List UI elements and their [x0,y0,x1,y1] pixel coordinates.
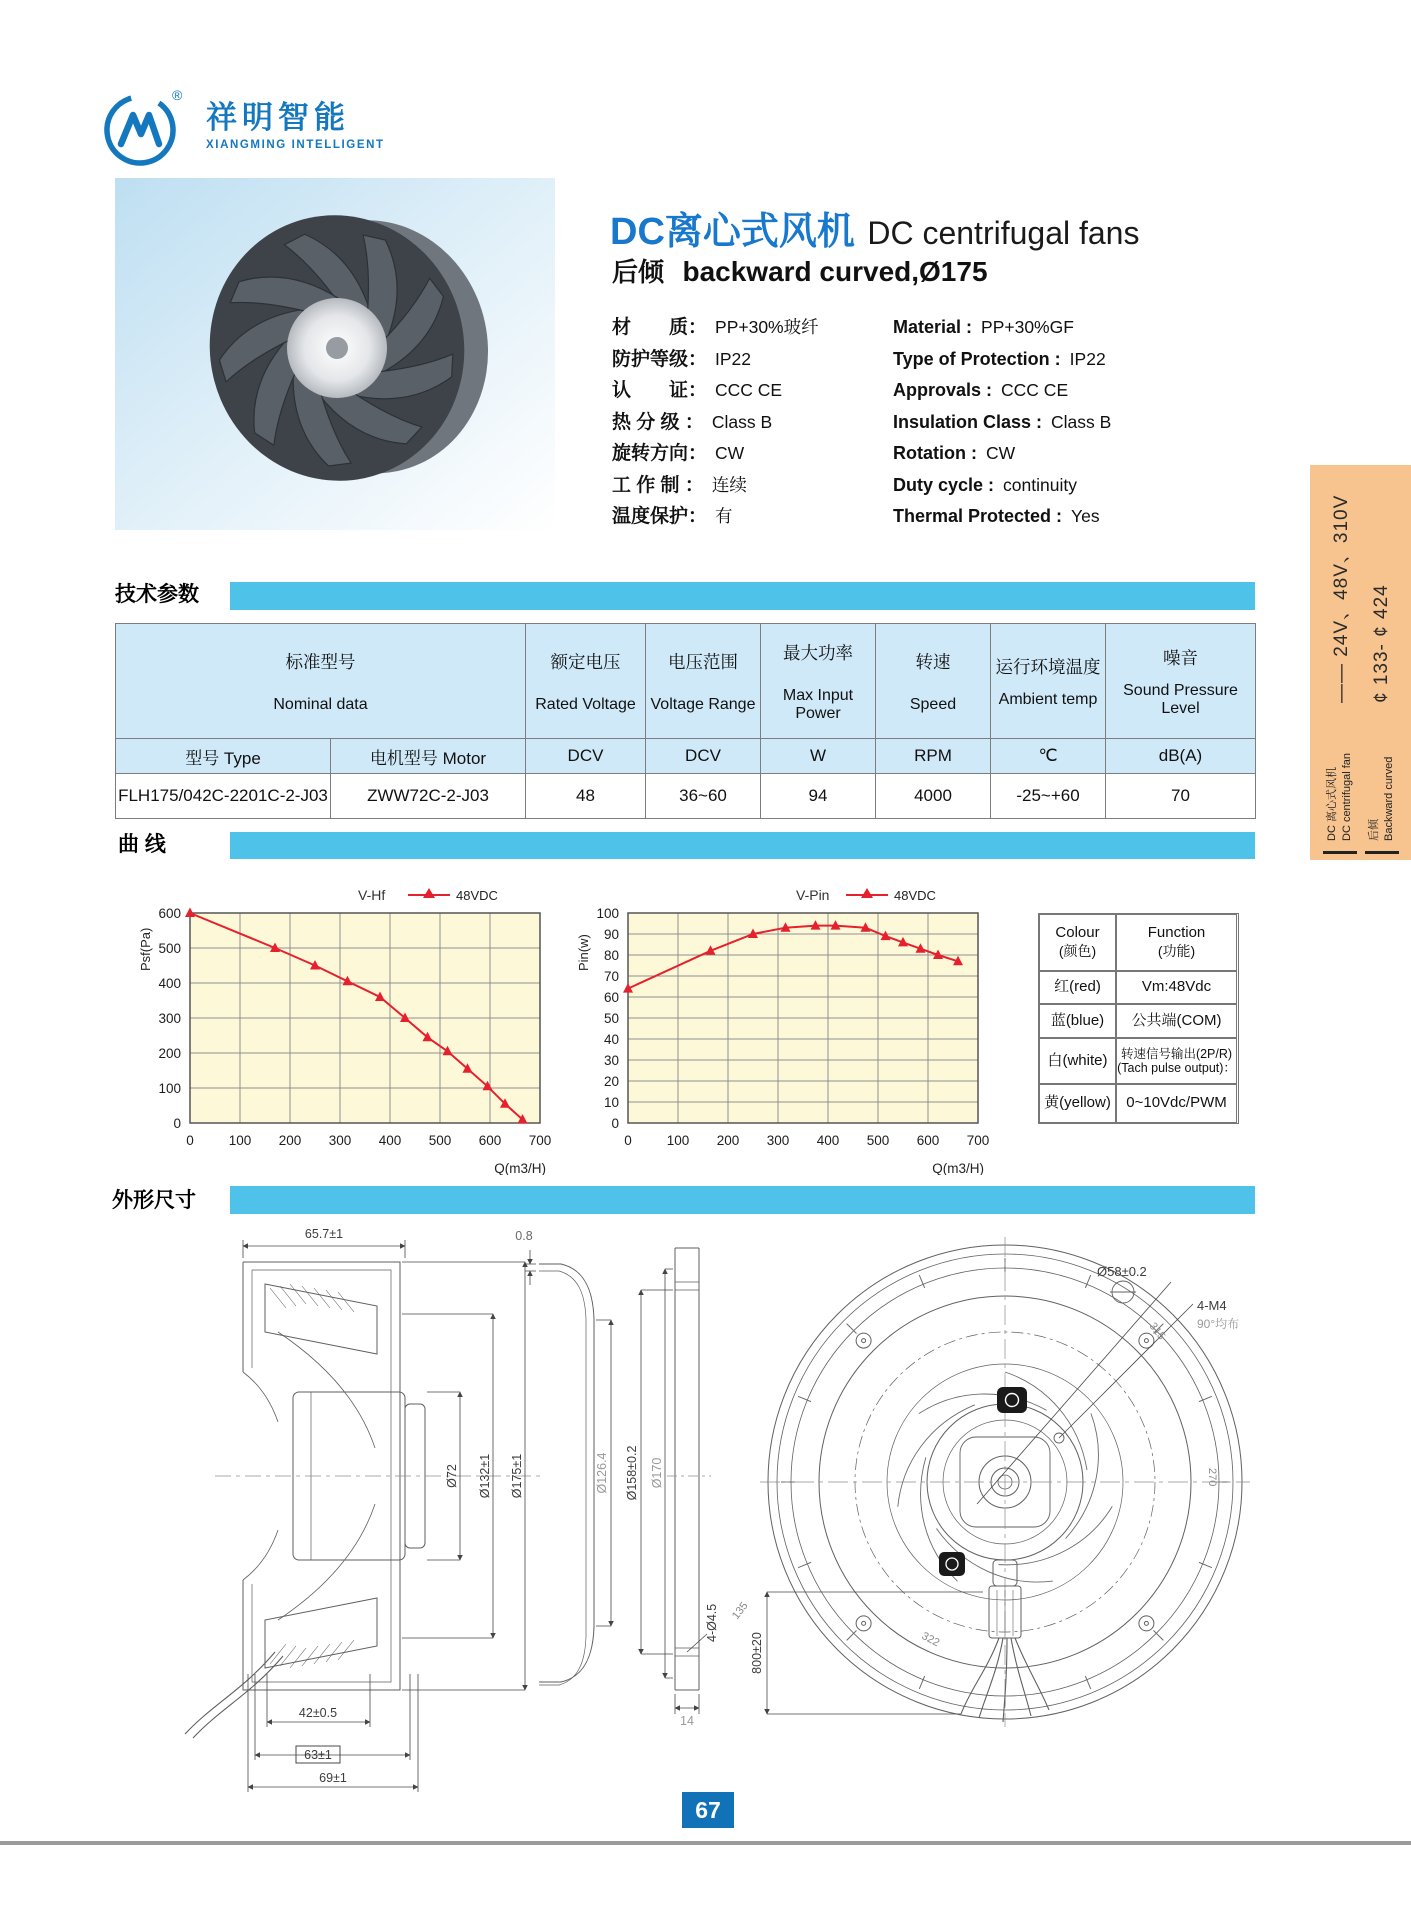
svg-text:400: 400 [158,976,181,991]
spec-value-zh: Class B [711,411,773,432]
svg-text:0: 0 [173,1116,181,1131]
section-title-dimensions: 外形尺寸 [112,1189,196,1212]
wire-row-yellow-colour: 黄(yellow) [1039,1084,1116,1123]
col-header-max-power [761,624,876,739]
drawing-side-view [185,1262,545,1738]
spec-value-en: IP22 [1069,348,1106,369]
wire-row-blue-colour: 蓝(blue) [1039,1004,1116,1038]
header-zh: 噪音 [1163,647,1198,668]
header-en: Ambient temp [998,690,1098,708]
subtitle-zh: 后倾 [612,257,665,287]
dim-flange-depth: 14 [680,1714,694,1728]
dim-42: 42±0.5 [298,1706,338,1720]
header-en: Max Input Power [782,686,854,722]
unit-w: W [761,739,876,774]
tech-params-table [115,623,1256,819]
header-en: Voltage Range [650,695,756,713]
angle-270: 270 [1206,1468,1218,1487]
spec-label-zh: 温度保护： [612,506,708,527]
dim-screws-note: 90°均布 [1197,1317,1240,1331]
wire-row-yellow-function: 0~10Vdc/PWM [1116,1084,1237,1123]
dim-69: 69±1 [319,1771,347,1785]
svg-text:V-Pin: V-Pin [796,887,830,903]
spec-value-en: Class B [1051,411,1112,432]
logo-mark-icon [100,80,192,172]
tab-divider-bar [1323,851,1357,854]
spec-value-zh: CW [715,443,745,463]
spec-label-en: Duty cycle : [893,474,995,495]
svg-text:50: 50 [603,1011,619,1026]
drawing-front-dim-labels [730,1264,1239,1674]
dim-bolt-circle-dia: Ø158±0.2 [625,1445,639,1501]
svg-text:300: 300 [328,1133,352,1148]
spec-label-en: Material : [893,317,973,337]
dim-outer-dia: Ø170 [650,1457,664,1489]
tab-label-en: Backward curved [1382,756,1395,841]
tab-value-sizes: ¢ 133- ¢ 424 [1370,584,1392,703]
wire-header-colour: Colour (颜色) [1039,914,1116,971]
header-zh: 标准型号 [285,651,356,672]
logo-text-en: XIANGMING INTELLIGENT [206,139,385,152]
unit-rpm: RPM [876,739,991,774]
svg-text:100: 100 [596,906,619,921]
wire-row-blue-function: 公共端(COM) [1116,1004,1237,1038]
header-zh: 额定电压 [550,651,621,672]
product-title [610,200,1139,255]
svg-text:90: 90 [603,927,619,942]
svg-text:600: 600 [478,1133,502,1148]
section-bar [230,1186,1255,1214]
spec-row-material [612,312,1272,344]
product-subtitle [612,252,988,289]
cell-voltage-range: 36~60 [646,774,761,819]
cell-speed: 4000 [876,774,991,819]
spec-row-insulation [612,407,1272,439]
wire-row-red-function: Vm:48Vdc [1116,971,1237,1004]
header-en: Speed [909,695,957,713]
spec-value-zh: 连续 [711,474,747,495]
spec-value-zh: 有 [715,506,733,526]
drawing-front-dim-lines [767,1282,1193,1714]
svg-text:300: 300 [766,1133,790,1148]
unit-dba: dB(A) [1106,739,1256,774]
spec-label-en: Insulation Class : [893,411,1043,432]
svg-text:100: 100 [666,1133,690,1148]
spec-value-zh: PP+30%玻纤 [715,317,819,337]
dim-holes: 4-Ø4.5 [705,1603,719,1642]
curve-chart-v-pin [573,883,1013,1175]
cell-rated-voltage: 48 [526,774,646,819]
header-en: Rated Voltage [535,695,636,713]
edge-index-tab [1310,465,1411,860]
svg-text:600: 600 [916,1133,940,1148]
wire-colour-table [1038,913,1239,1124]
svg-text:80: 80 [603,948,619,963]
svg-text:30: 30 [603,1053,619,1068]
dim-hub-dia: Ø58±0.2 [1097,1264,1147,1279]
tab-label-en: DC centrifugal fan [1340,752,1353,841]
drawing-ring-dim-lines [525,1250,707,1714]
section-bar [230,582,1255,610]
dim-wire-length: 800±20 [750,1632,764,1674]
header-zh: 最大功率 [783,642,853,663]
section-title-curves: 曲 线 [118,833,166,856]
svg-text:700: 700 [528,1133,552,1148]
title-zh: DC离心式风机 [610,211,855,253]
svg-text:100: 100 [228,1133,252,1148]
cell-max-power: 94 [761,774,876,819]
angle-322: 322 [919,1630,942,1650]
svg-text:40: 40 [603,1032,619,1047]
svg-text:100: 100 [158,1081,181,1096]
spec-label-zh: 旋转方向： [612,443,708,464]
svg-text:0: 0 [624,1133,632,1148]
spec-value-zh: IP22 [715,348,752,369]
subtitle-en: backward curved,Ø175 [682,256,988,287]
edge-tab-row-voltage [1323,465,1357,854]
unit-celsius: ℃ [991,739,1106,774]
svg-text:Pin(w): Pin(w) [576,934,591,971]
svg-text:0: 0 [186,1133,194,1148]
cell-ambient: -25~+60 [991,774,1106,819]
col-header-noise [1106,624,1256,739]
tab-value-voltages: —— 24V、48V、310V [1331,494,1352,703]
spec-value-zh: CCC CE [715,380,783,400]
spec-value-en: CW [985,443,1016,463]
spec-row-rotation [612,438,1272,470]
angle-315: 315 [1146,1320,1168,1343]
subheader-type: 型号 Type [116,739,331,774]
spec-row-approvals [612,375,1272,407]
col-header-rated-voltage [526,624,646,739]
dim-63: 63±1 [304,1748,332,1762]
dim-motor-dia: Ø72 [445,1464,459,1488]
spec-label-zh: 材 质： [612,317,708,338]
unit-dcv: DCV [526,739,646,774]
svg-text:500: 500 [158,941,181,956]
svg-text:400: 400 [816,1133,840,1148]
spec-label-zh: 防护等级： [612,348,708,370]
spec-list [612,312,1272,533]
svg-text:700: 700 [966,1133,990,1148]
spec-label-en: Approvals : [893,380,993,400]
tab-label-zh: 后倾 [1368,819,1381,841]
drawing-front-view [760,1237,1250,1727]
brand-logo [100,80,385,172]
svg-text:400: 400 [378,1133,402,1148]
dimension-drawings [115,1222,1265,1800]
svg-text:10: 10 [603,1095,619,1110]
section-bar [230,832,1255,859]
svg-text:500: 500 [866,1133,890,1148]
wire-row-white-colour: 白(white) [1039,1038,1116,1084]
spec-label-zh: 认 证： [612,380,708,401]
logo-wordmark [206,101,385,151]
col-header-voltage-range [646,624,761,739]
spec-value-en: continuity [1003,474,1077,495]
tab-divider-bar [1365,851,1399,854]
svg-text:48VDC: 48VDC [456,888,498,903]
svg-text:300: 300 [158,1011,181,1026]
cell-noise: 70 [1106,774,1256,819]
spec-row-thermal [612,501,1272,533]
header-en: Nominal data [273,695,368,713]
logo-text-zh: 祥明智能 [206,99,350,135]
spec-row-protection [612,344,1272,376]
svg-text:20: 20 [603,1074,619,1089]
unit-dcv: DCV [646,739,761,774]
svg-text:0: 0 [611,1116,619,1131]
spec-value-en: CCC CE [1001,380,1069,400]
curve-chart-v-hf [135,883,575,1175]
header-zh: 转速 [915,651,951,672]
svg-text:Q(m3/H): Q(m3/H) [494,1161,546,1175]
angle-135: 135 [729,1599,751,1622]
dim-depth: 65.7±1 [304,1227,344,1241]
spec-label-zh: 工 作 制 ： [612,474,704,496]
spec-label-en: Thermal Protected : [893,506,1063,526]
dim-mid-dia: Ø132±1 [478,1453,492,1499]
svg-text:600: 600 [158,906,181,921]
product-photo [115,178,555,530]
wire-header-function: Function (功能) [1116,914,1237,971]
svg-text:V-Hf: V-Hf [358,887,386,903]
dim-inner-dia: Ø126.4 [595,1452,609,1494]
spec-label-zh: 热 分 级 ： [612,411,704,433]
drawing-ring-dim-labels [515,1229,719,1728]
header-en: Sound Pressure Level [1123,681,1238,717]
table-row [116,774,1256,819]
col-header-speed [876,624,991,739]
wire-row-white-function: 转速信号输出(2P/R) (Tach pulse output)： [1116,1038,1237,1084]
cell-motor: ZWW72C-2-J03 [331,774,526,819]
svg-text:Q(m3/H): Q(m3/H) [932,1161,984,1175]
svg-text:60: 60 [603,990,619,1005]
footer-rule [0,1841,1411,1845]
spec-value-en: Yes [1071,506,1100,526]
spec-label-en: Rotation : [893,443,977,463]
col-header-nominal [116,624,526,739]
spec-row-duty [612,470,1272,502]
cell-type: FLH175/042C-2201C-2-J03 [116,774,331,819]
svg-text:Psf(Pa): Psf(Pa) [138,927,153,971]
drawing-side-dim-labels [299,1227,524,1785]
svg-text:200: 200 [716,1133,740,1148]
svg-text:200: 200 [278,1133,302,1148]
page-number-badge: 67 [682,1792,734,1828]
drawing-side-dim-lines [243,1240,525,1792]
tab-label-zh: DC 离心式风机 [1326,767,1339,841]
dim-outer-dia: Ø175±1 [510,1453,524,1499]
header-zh: 电压范围 [668,651,738,672]
subheader-motor: 电机型号 Motor [331,739,526,774]
svg-text:48VDC: 48VDC [894,888,936,903]
edge-tab-row-size [1365,465,1399,854]
svg-text:500: 500 [428,1133,452,1148]
spec-value-en: PP+30%GF [981,317,1074,337]
col-header-ambient [991,624,1106,739]
title-en: DC centrifugal fans [867,215,1140,251]
spec-label-en: Type of Protection : [893,348,1061,369]
registered-mark: ® [172,87,183,103]
section-title-tech-params: 技术参数 [115,583,199,606]
dim-screws: 4-M4 [1197,1298,1227,1313]
dim-thickness: 0.8 [515,1229,533,1243]
svg-text:200: 200 [158,1046,181,1061]
svg-text:70: 70 [603,969,619,984]
wire-row-red-colour: 红(red) [1039,971,1116,1004]
header-zh: 运行环境温度 [995,656,1101,677]
